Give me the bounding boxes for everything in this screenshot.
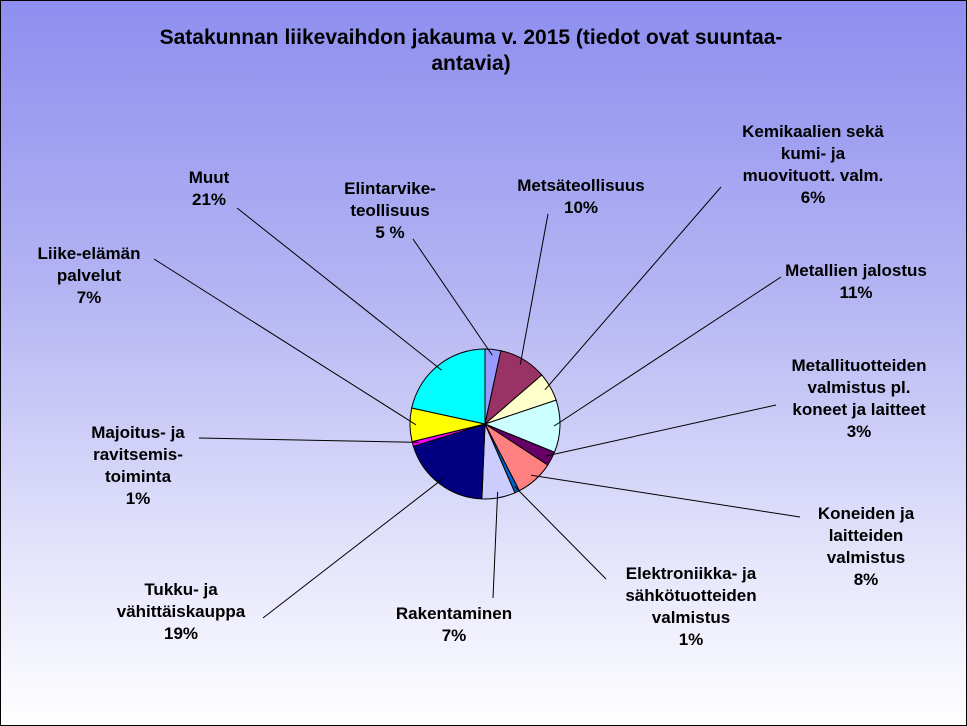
slice-label xyxy=(38,244,141,307)
leader-line xyxy=(554,277,781,426)
leader-line xyxy=(546,405,776,456)
slice-label xyxy=(189,168,230,209)
slice-label-line: valmistus xyxy=(826,548,906,567)
slice-label-line: 1% xyxy=(125,489,151,508)
slice-label-line: 8% xyxy=(853,570,879,589)
slice-label xyxy=(785,261,927,302)
leader-line xyxy=(263,479,443,618)
slice-label xyxy=(117,580,246,643)
slice-label xyxy=(396,604,512,645)
slice-label-line: 7% xyxy=(441,626,467,645)
slice-label-line: palvelut xyxy=(56,266,122,285)
leader-line xyxy=(493,492,498,598)
slice-label-line: laitteiden xyxy=(828,526,904,545)
leader-line xyxy=(520,214,548,365)
slice-label xyxy=(517,176,645,217)
leader-line xyxy=(531,475,800,517)
slice-label-line: Metallien jalostus xyxy=(785,261,927,280)
slice-label xyxy=(344,179,436,242)
slice-label-line: valmistus pl. xyxy=(807,378,911,397)
slice-label-line: sähkötuotteiden xyxy=(625,586,757,605)
slice-label-line: Majoitus- ja xyxy=(91,423,185,442)
slice-label-line: Kemikaalien sekä xyxy=(742,122,884,141)
slice-label xyxy=(791,356,926,441)
slice-label-line: Tukku- ja xyxy=(144,580,218,599)
slice-label-line: Rakentaminen xyxy=(395,604,513,623)
pie-chart xyxy=(1,1,966,725)
leader-line xyxy=(413,239,492,355)
slice-label-line: ravitsemis- xyxy=(93,445,183,464)
slice-label-line: teollisuus xyxy=(350,201,430,220)
leader-line xyxy=(154,259,416,425)
slice-label-line: Elektroniikka- ja xyxy=(625,564,757,583)
slice-label-line: Koneiden ja xyxy=(817,504,915,523)
slice-label xyxy=(625,564,756,649)
slice-label-line: kumi- ja xyxy=(780,144,846,163)
slice-label-line: 7% xyxy=(76,288,102,307)
slice-label-line: toiminta xyxy=(104,467,172,486)
chart-title xyxy=(160,26,783,75)
slice-label-line: Metallituotteiden xyxy=(791,356,927,375)
slice-label xyxy=(742,122,884,207)
slice-label-line: muovituott. valm. xyxy=(742,166,884,185)
slice-label-line: Metsäteollisuus xyxy=(517,176,645,195)
slice-label-line: 19% xyxy=(163,624,199,643)
slice-label-line: 21% xyxy=(191,190,227,209)
slice-label-line: 6% xyxy=(800,188,826,207)
slice-label xyxy=(91,423,185,508)
slice-label-line: 3% xyxy=(846,422,872,441)
slice-label-line: vähittäiskauppa xyxy=(116,602,246,621)
slice-label-line: valmistus xyxy=(651,608,731,627)
slice-label-line: 5 % xyxy=(375,223,405,242)
chart-title-line-2: antavia) xyxy=(431,52,511,75)
leader-line xyxy=(237,208,442,370)
leader-line xyxy=(545,187,721,390)
slice-label-line: 10% xyxy=(563,198,599,217)
leader-line xyxy=(199,438,418,442)
slice-label xyxy=(818,504,915,589)
slice-label-line: koneet ja laitteet xyxy=(792,400,926,419)
slice-label-line: 1% xyxy=(678,630,704,649)
slice-label-line: 11% xyxy=(839,283,873,302)
slice-label-line: Liike-elämän xyxy=(37,244,141,263)
chart-title-line-1: Satakunnan liikevaihdon jakauma v. 2015 (tiedot ovat suuntaa- xyxy=(159,26,783,49)
slice-label-line: Muut xyxy=(188,168,230,187)
slice-label-line: Elintarvike- xyxy=(344,179,436,198)
leader-line xyxy=(515,486,606,579)
